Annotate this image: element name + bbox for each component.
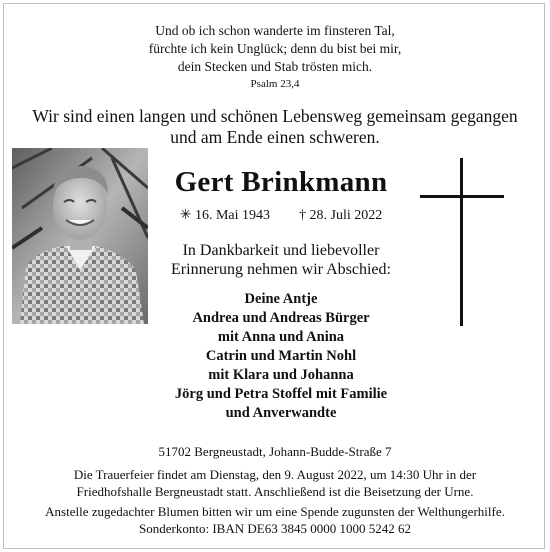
- psalm-line: Und ob ich schon wanderte im finsteren Tal,: [155, 23, 395, 38]
- mourner-line: Andrea und Andreas Bürger: [192, 310, 370, 326]
- donation-line: Sonderkonto: IBAN DE63 3845 0000 1000 5242 62: [139, 521, 411, 536]
- cross-icon: [420, 158, 504, 326]
- mourner-line: Deine Antje: [244, 291, 318, 307]
- mourner-line: Jörg und Petra Stoffel mit Familie: [174, 386, 388, 402]
- mourner-line: und Anverwandte: [225, 405, 337, 421]
- death-date: 28. Juli 2022: [309, 208, 383, 223]
- funeral-info: [0, 466, 550, 500]
- psalm-reference: Psalm 23,4: [250, 78, 300, 90]
- donation-info: [0, 503, 550, 537]
- birth-star-icon: ✳: [179, 208, 192, 223]
- life-dates: [150, 207, 412, 224]
- death-cross-icon: †: [299, 208, 307, 223]
- donation-line: Anstelle zugedachter Blumen bitten wir um eine Spende zugunsten der Welthungerhilfe.: [45, 504, 505, 519]
- funeral-line: Friedhofshalle Bergneustadt statt. Anschließend ist die Beisetzung der Urne.: [76, 484, 474, 499]
- farewell-intro: [150, 241, 412, 279]
- motto-line: und am Ende einen schweren.: [170, 127, 380, 147]
- mourner-line: Catrin und Martin Nohl: [205, 348, 357, 364]
- intro-line: Erinnerung nehmen wir Abschied:: [171, 261, 391, 278]
- mourner-line: mit Anna und Anina: [217, 329, 345, 345]
- motto-line: Wir sind einen langen und schönen Lebensweg gemeinsam gegangen: [32, 106, 518, 126]
- motto: [0, 106, 550, 148]
- psalm-quote: [0, 22, 550, 76]
- mourner-line: mit Klara und Johanna: [208, 367, 354, 383]
- portrait-photo: [12, 148, 148, 324]
- address: 51702 Bergneustadt, Johann-Budde-Straße 7: [158, 444, 392, 459]
- intro-line: In Dankbarkeit und liebevoller: [182, 242, 380, 259]
- psalm-line: fürchte ich kein Unglück; denn du bist bei mir,: [148, 41, 402, 56]
- mourners-list: [150, 290, 412, 423]
- deceased-name: Gert Brinkmann: [174, 166, 388, 198]
- birth-date: 16. Mai 1943: [194, 208, 271, 223]
- portrait-photo-graphic: [12, 148, 148, 324]
- psalm-line: dein Stecken und Stab trösten mich.: [177, 59, 373, 74]
- funeral-line: Die Trauerfeier findet am Dienstag, den 9. August 2022, um 14:30 Uhr in der: [73, 467, 477, 482]
